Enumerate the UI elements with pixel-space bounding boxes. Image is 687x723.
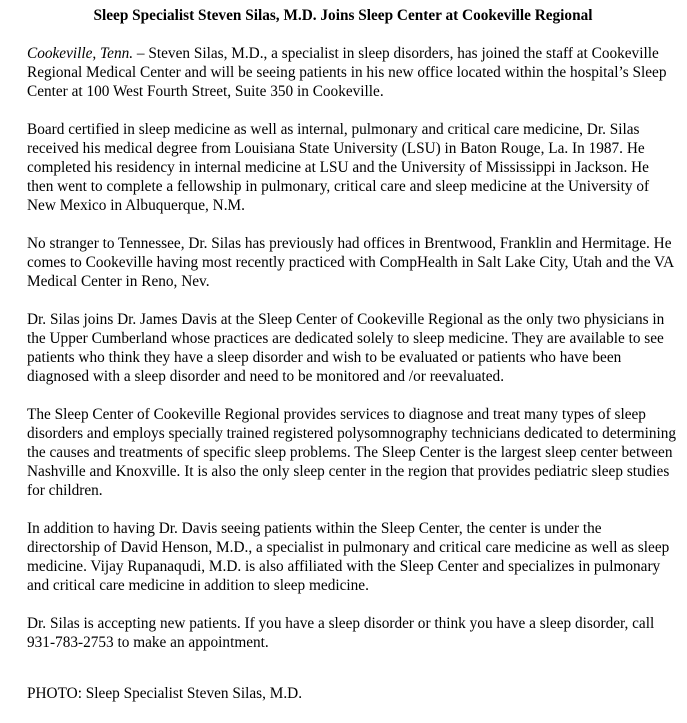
paragraph-credentials: Board certified in sleep medicine as well as internal, pulmonary and critical care medicine, Dr. Silas received his medical degree from Louisiana State University (LSU) in Baton Rouge, La. In 1987. He completed his residency in internal medicine at LSU and the University of Mississippi in Jackson. He then went to complete a fellowship in pulmonary, critical care and sleep medicine at the University of New Mexico in Albuquerque, N.M. — [27, 121, 650, 214]
photo-caption: PHOTO: Sleep Specialist Steven Silas, M.D. — [27, 685, 303, 702]
press-release — [27, 6, 677, 703]
paragraph-intro — [27, 44, 677, 101]
paragraph-directorship: In addition to having Dr. Davis seeing patients within the Sleep Center, the center is under the directorship of David Henson, M.D., a specialist in pulmonary and critical care medicine as well as sleep medicine. Vijay Rupanaqudi, M.D. is also affiliated with the Sleep Center and specializes in pulmonary and critical care medicine in addition to sleep medicine. — [27, 520, 670, 594]
paragraph-physicians: Dr. Silas joins Dr. James Davis at the Sleep Center of Cookeville Regional as the only two physicians in the Upper Cumberland whose practices are dedicated solely to sleep medicine. They are available to see patients who think they have a sleep disorder and wish to be evaluated or patients who have been diagnosed with a sleep disorder and need to be monitored and /or reevaluated. — [27, 311, 665, 385]
paragraph-sleep-center: The Sleep Center of Cookeville Regional provides services to diagnose and treat many types of sleep disorders and employs specially trained registered polysomnography technicians dedicated to determining the causes and treatments of specific sleep problems. The Sleep Center is the largest sleep center between Nashville and Knoxville. It is also the only sleep center in the region that provides pediatric sleep studies for children. — [27, 406, 677, 499]
paragraph-new-patients: Dr. Silas is accepting new patients. If you have a sleep disorder or think you have a sleep disorder, call 931-783-2753 to make an appointment. — [27, 615, 655, 651]
dateline: Cookeville, Tenn. — [27, 45, 134, 62]
paragraph-intro-text: – Steven Silas, M.D., a specialist in sleep disorders, has joined the staff at Cookeville Regional Medical Center and will be seeing patients in his new office located within the hospital’s Sleep Center at 100 West Fourth Street, Suite 350 in Cookeville. — [27, 45, 667, 100]
paragraph-tennessee: No stranger to Tennessee, Dr. Silas has previously had offices in Brentwood, Franklin and Hermitage. He comes to Cookeville having most recently practiced with CompHealth in Salt Lake City, Utah and the VA Medical Center in Reno, Nev. — [27, 235, 674, 290]
article-title: Sleep Specialist Steven Silas, M.D. Joins Sleep Center at Cookeville Regional — [93, 7, 593, 24]
